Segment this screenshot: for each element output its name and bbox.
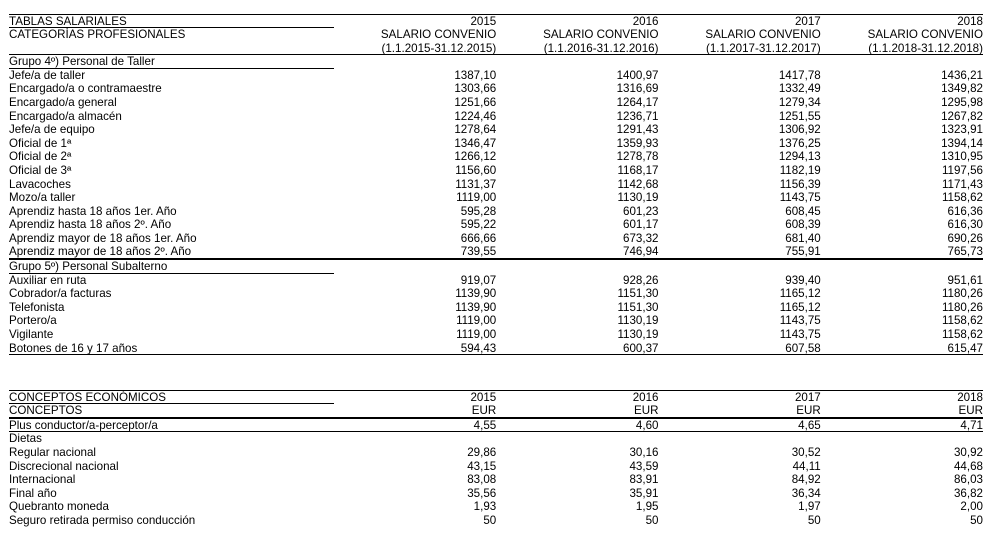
row-label: Discrecional nacional xyxy=(9,459,119,473)
cell-value: 1165,12 xyxy=(779,287,821,301)
cell-value: 1,95 xyxy=(635,500,659,514)
salary-period-label: (1.1.2015-31.12.2015) xyxy=(334,42,496,55)
cell-value: 1131,37 xyxy=(455,177,497,191)
cell-value: 1,93 xyxy=(473,500,497,514)
cell-value: 44,68 xyxy=(953,459,983,473)
cell-value: 1436,21 xyxy=(941,68,983,82)
table-row xyxy=(9,232,983,246)
cell-value: 608,45 xyxy=(785,204,821,218)
table-row xyxy=(9,274,983,288)
row-label: Oficial de 3ª xyxy=(9,163,72,177)
cell-value: 1151,30 xyxy=(617,287,659,301)
plus-conductor-row xyxy=(9,418,983,433)
row-label: Aprendiz hasta 18 años 2º. Año xyxy=(9,218,172,232)
table-row xyxy=(9,500,983,514)
row-label: Auxiliar en ruta xyxy=(9,273,87,287)
table-row xyxy=(9,460,983,474)
cell-value: 600,37 xyxy=(496,342,658,356)
cell-value: 739,55 xyxy=(334,245,496,259)
salary-header-row-2 xyxy=(9,28,983,41)
salary-period-label: (1.1.2018-31.12.2018) xyxy=(821,42,983,55)
cell-value: 1180,26 xyxy=(941,287,983,301)
cell-value: 1165,12 xyxy=(779,300,821,314)
unit-label: EUR xyxy=(496,404,658,417)
cell-value: 1130,19 xyxy=(617,328,659,342)
row-label: Internacional xyxy=(9,473,76,487)
salary-header-row-3 xyxy=(9,42,983,55)
cell-value: 594,43 xyxy=(334,342,496,356)
cell-value: 1279,34 xyxy=(778,95,821,109)
cell-value: 1323,91 xyxy=(941,123,983,137)
cell-value: 1278,64 xyxy=(454,123,497,137)
table-row xyxy=(9,110,983,124)
table-row xyxy=(9,514,983,528)
year-2015-header: 2015 xyxy=(470,15,497,28)
cell-value: 1156,60 xyxy=(455,163,497,177)
row-label: Final año xyxy=(9,486,57,500)
year-2016-header: 2016 xyxy=(632,15,659,28)
cell-value: 50 xyxy=(807,513,821,527)
cell-value: 616,30 xyxy=(947,218,983,232)
cell-value: 1310,95 xyxy=(941,150,983,164)
cell-value: 44,11 xyxy=(792,459,821,473)
cell-value: 1119,00 xyxy=(456,314,497,328)
row-label: Telefonista xyxy=(9,300,65,314)
cell-value: 615,47 xyxy=(821,342,983,356)
section-label-row xyxy=(9,432,983,446)
year-2017-header: 2017 xyxy=(794,15,821,28)
table-row xyxy=(9,191,983,205)
cell-value: 1197,56 xyxy=(941,163,983,177)
table-row xyxy=(9,150,983,164)
table-row xyxy=(9,82,983,96)
cell-value: 35,56 xyxy=(467,486,497,500)
cell-value: 4,71 xyxy=(821,419,983,433)
unit-label: EUR xyxy=(821,404,983,417)
cell-value: 1119,00 xyxy=(456,191,497,205)
year-2018-header: 2018 xyxy=(957,391,983,404)
cell-value: 765,73 xyxy=(821,245,983,259)
cell-value: 939,40 xyxy=(785,273,821,287)
year-2016-header: 2016 xyxy=(632,391,659,404)
cell-value: 84,92 xyxy=(791,473,821,487)
cell-value: 83,08 xyxy=(467,473,497,487)
table-row xyxy=(9,245,983,259)
cell-value: 1130,19 xyxy=(617,191,659,205)
salary-header-label: SALARIO CONVENIO xyxy=(705,28,821,42)
table-row xyxy=(9,328,983,342)
cell-value: 1264,17 xyxy=(616,95,659,109)
cell-value: 4,65 xyxy=(659,419,821,433)
cell-value: 1151,30 xyxy=(617,300,659,314)
cell-value: 86,03 xyxy=(953,473,983,487)
cell-value: 1267,82 xyxy=(941,109,983,123)
row-label: Oficial de 1ª xyxy=(9,136,72,150)
table-row xyxy=(9,69,983,83)
cell-value: 30,52 xyxy=(791,445,821,459)
cell-value: 1143,75 xyxy=(779,314,821,328)
table-row xyxy=(9,301,983,315)
cell-value: 1182,19 xyxy=(779,163,821,177)
cell-value: 1142,68 xyxy=(617,177,659,191)
unit-label: EUR xyxy=(334,404,496,417)
cell-value: 1224,46 xyxy=(454,109,497,123)
cell-value: 1158,62 xyxy=(941,191,983,205)
cell-value: 1306,92 xyxy=(778,123,821,137)
cell-value: 1180,26 xyxy=(941,300,983,314)
table-row xyxy=(9,178,983,192)
table-row xyxy=(9,164,983,178)
table-row xyxy=(9,205,983,219)
group-header-row xyxy=(9,259,983,274)
cell-value: 1266,12 xyxy=(454,150,497,164)
table-row xyxy=(9,342,983,356)
row-label: Encargado/a o contramaestre xyxy=(9,82,162,96)
cell-value: 1156,39 xyxy=(779,177,821,191)
year-2018-header: 2018 xyxy=(957,15,983,28)
cell-value: 1417,78 xyxy=(778,68,821,82)
table-row xyxy=(9,446,983,460)
cell-value: 928,26 xyxy=(623,273,659,287)
cell-value: 83,91 xyxy=(629,473,659,487)
cell-value: 50 xyxy=(483,513,497,527)
row-label: Encargado/a almacén xyxy=(9,109,122,123)
cell-value: 50 xyxy=(645,513,659,527)
cell-value: 4,55 xyxy=(334,419,496,433)
row-label: Encargado/a general xyxy=(9,95,117,109)
cell-value: 746,94 xyxy=(496,245,658,259)
cell-value: 1316,69 xyxy=(616,82,659,96)
cell-value: 1130,19 xyxy=(617,314,659,328)
cell-value: 601,17 xyxy=(623,218,659,232)
salary-table-body xyxy=(9,55,983,355)
cell-value: 673,32 xyxy=(623,231,659,245)
salary-header-label: SALARIO CONVENIO xyxy=(867,28,983,42)
concepts-table xyxy=(9,390,983,528)
cell-value: 608,39 xyxy=(785,218,821,232)
salary-table-subtitle: CATEGORÍAS PROFESIONALES xyxy=(9,28,186,42)
unit-label: EUR xyxy=(659,404,821,417)
salary-header-label: SALARIO CONVENIO xyxy=(543,28,659,42)
concepts-table-subtitle: CONCEPTOS xyxy=(9,404,334,417)
cell-value: 1376,25 xyxy=(778,136,821,150)
cell-value: 1171,43 xyxy=(941,177,983,191)
cell-value: 1400,97 xyxy=(616,68,659,82)
cell-value: 1168,17 xyxy=(617,163,659,177)
cell-value: 595,22 xyxy=(460,218,497,232)
cell-value: 36,34 xyxy=(791,486,821,500)
cell-value: 50 xyxy=(970,513,983,527)
cell-value: 29,86 xyxy=(467,445,497,459)
cell-value: 1158,62 xyxy=(941,314,983,328)
row-label: Mozo/a taller xyxy=(9,191,76,205)
row-label: Regular nacional xyxy=(9,445,97,459)
row-label: Plus conductor/a-perceptor/a xyxy=(9,419,334,433)
table-row xyxy=(9,218,983,232)
cell-value: 1349,82 xyxy=(941,82,983,96)
concepts-header-row-2 xyxy=(9,404,983,417)
cell-value: 690,26 xyxy=(947,231,983,245)
cell-value: 1394,14 xyxy=(941,136,983,150)
cell-value: 1346,47 xyxy=(454,136,497,150)
group-label: Grupo 4º) Personal de Taller xyxy=(9,55,334,69)
cell-value: 755,91 xyxy=(659,245,821,259)
row-label: Botones de 16 y 17 años xyxy=(9,342,334,356)
cell-value: 30,92 xyxy=(953,445,983,459)
row-label: Aprendiz hasta 18 años 1er. Año xyxy=(9,204,177,218)
concepts-header-row-1 xyxy=(9,390,983,404)
table-row xyxy=(9,473,983,487)
cell-value: 919,07 xyxy=(460,273,497,287)
cell-value: 1,97 xyxy=(798,500,821,514)
cell-value: 1236,71 xyxy=(616,109,659,123)
table-row xyxy=(9,487,983,501)
table-row xyxy=(9,123,983,137)
cell-value: 595,28 xyxy=(460,204,497,218)
year-2017-header: 2017 xyxy=(794,391,821,404)
salary-header-spacer xyxy=(9,42,334,55)
cell-value: 951,61 xyxy=(947,273,983,287)
table-row xyxy=(9,96,983,110)
salary-table xyxy=(9,14,983,355)
table-row xyxy=(9,314,983,328)
cell-value: 1278,78 xyxy=(616,150,659,164)
row-label: Jefe/a de taller xyxy=(9,68,86,82)
cell-value: 1251,55 xyxy=(778,109,821,123)
row-label: Aprendiz mayor de 18 años 1er. Año xyxy=(9,231,197,245)
section-label-dietas: Dietas xyxy=(9,432,42,446)
cell-value: 30,16 xyxy=(629,445,659,459)
cell-value: 35,91 xyxy=(629,486,659,500)
salary-period-label: (1.1.2017-31.12.2017) xyxy=(659,42,821,55)
cell-value: 681,40 xyxy=(785,231,821,245)
row-label: Jefe/a de equipo xyxy=(9,123,95,137)
group-header-row xyxy=(9,55,983,69)
cell-value: 616,36 xyxy=(947,204,983,218)
year-2015-header: 2015 xyxy=(470,391,497,404)
salary-table-title: TABLAS SALARIALES xyxy=(9,15,334,28)
table-row xyxy=(9,137,983,151)
row-label: Quebranto moneda xyxy=(9,500,109,514)
cell-value: 1295,98 xyxy=(941,95,983,109)
cell-value: 1139,90 xyxy=(455,300,497,314)
concepts-table-body xyxy=(9,446,983,528)
cell-value: 1387,10 xyxy=(454,68,497,82)
cell-value: 1158,62 xyxy=(941,328,983,342)
salary-header-label: SALARIO CONVENIO xyxy=(380,28,497,42)
row-label: Vigilante xyxy=(9,328,54,342)
row-label: Seguro retirada permiso conducción xyxy=(9,513,196,527)
row-label: Portero/a xyxy=(9,314,57,328)
cell-value: 43,15 xyxy=(467,459,497,473)
salary-period-label: (1.1.2016-31.12.2016) xyxy=(496,42,658,55)
cell-value: 1143,75 xyxy=(779,328,821,342)
cell-value: 1139,90 xyxy=(455,287,497,301)
cell-value: 666,66 xyxy=(460,231,497,245)
cell-value: 2,00 xyxy=(960,500,983,514)
cell-value: 43,59 xyxy=(629,459,659,473)
cell-value: 607,58 xyxy=(659,342,821,356)
cell-value: 1291,43 xyxy=(616,123,659,137)
cell-value: 1143,75 xyxy=(779,191,821,205)
row-label: Cobrador/a facturas xyxy=(9,287,112,301)
cell-value: 36,82 xyxy=(953,486,983,500)
cell-value: 1332,49 xyxy=(778,82,821,96)
cell-value: 1303,66 xyxy=(454,82,497,96)
row-label: Oficial de 2ª xyxy=(9,150,72,164)
group-label: Grupo 5º) Personal Subalterno xyxy=(9,260,334,274)
cell-value: 1294,13 xyxy=(778,150,821,164)
cell-value: 1119,00 xyxy=(456,328,497,342)
cell-value: 1251,66 xyxy=(454,95,497,109)
cell-value: 1359,93 xyxy=(616,136,659,150)
salary-header-row-1 xyxy=(9,14,983,28)
table-row xyxy=(9,287,983,301)
row-label: Aprendiz mayor de 18 años 2º. Año xyxy=(9,245,334,259)
cell-value: 4,60 xyxy=(496,419,658,433)
concepts-table-title: CONCEPTOS ECONÓMICOS xyxy=(9,391,334,404)
cell-value: 601,23 xyxy=(623,204,659,218)
row-label: Lavacoches xyxy=(9,177,71,191)
